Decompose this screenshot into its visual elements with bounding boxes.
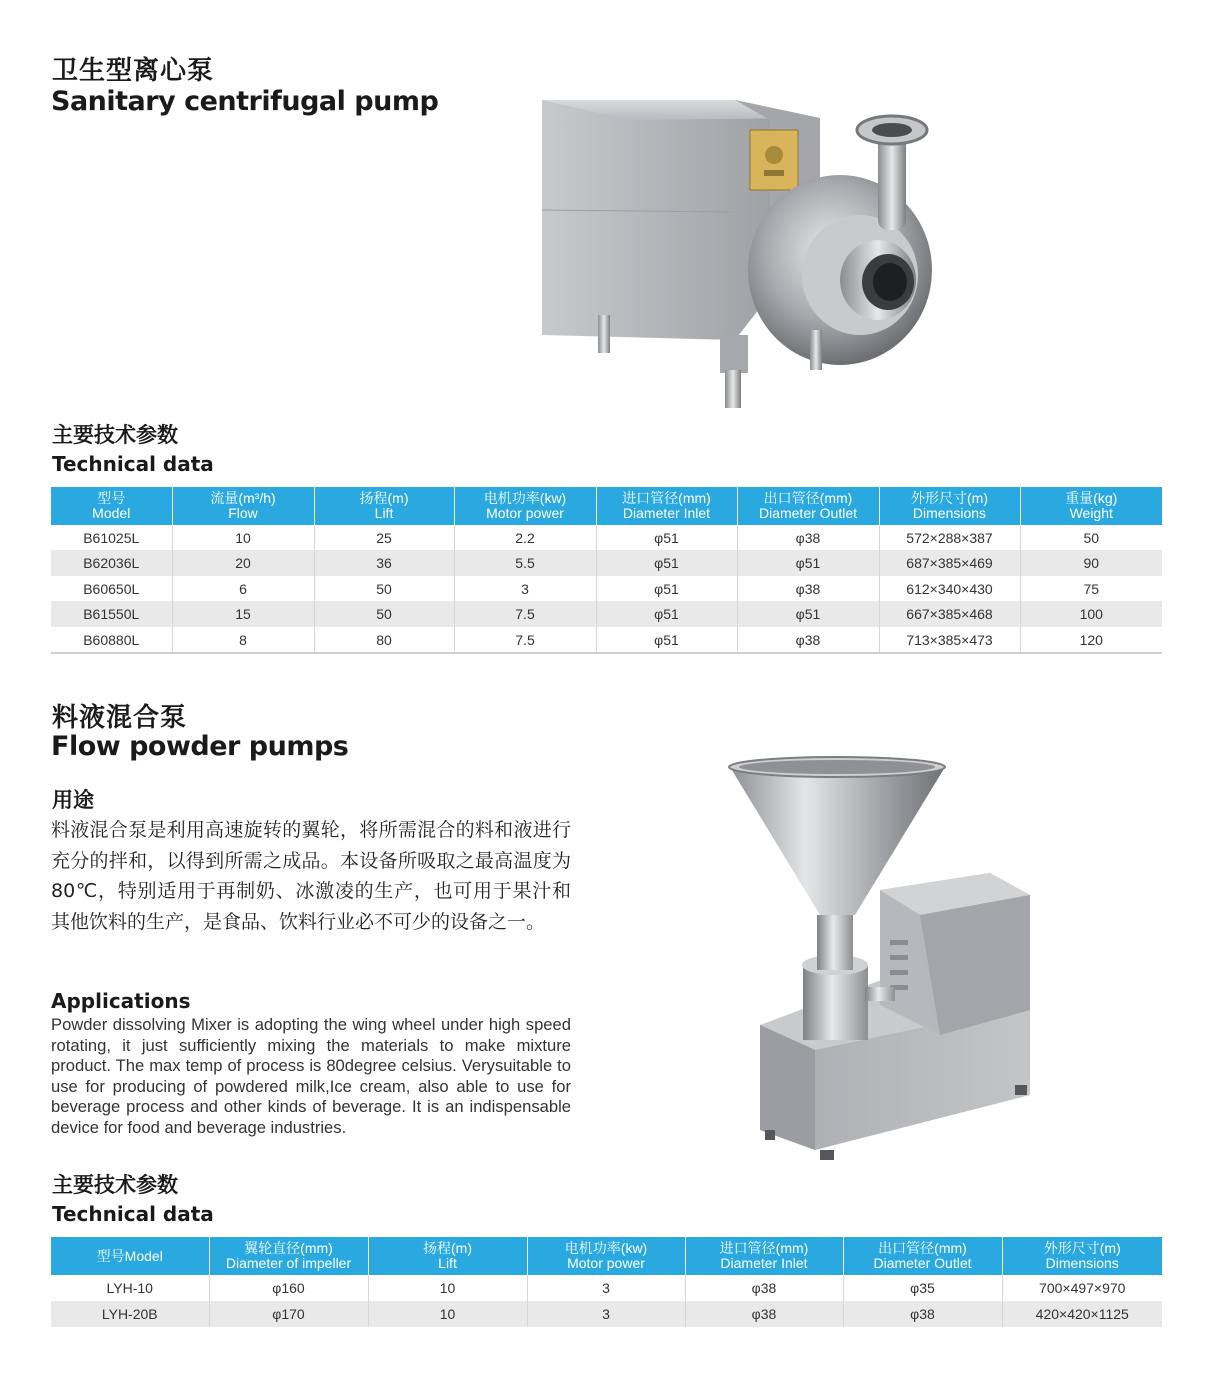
col-header-motor-power: 电机功率(kw) Motor power (527, 1237, 685, 1275)
table-cell: 572×288×387 (879, 525, 1020, 550)
section2-tech-title-en: Technical data (52, 1202, 214, 1226)
table-row (51, 1275, 1162, 1301)
table-cell: 50 (314, 601, 454, 627)
table-cell: 7.5 (454, 601, 596, 627)
col-header-flow: 流量(m³/h) Flow (172, 487, 314, 525)
table-cell: 3 (527, 1301, 685, 1327)
table-cell: φ51 (596, 627, 737, 653)
table-cell: LYH-10 (51, 1275, 209, 1301)
table-cell: φ35 (843, 1275, 1002, 1301)
table-cell: 6 (172, 576, 314, 601)
table-cell: 10 (368, 1301, 527, 1327)
table-cell: 2.2 (454, 525, 596, 550)
table-cell: φ51 (596, 601, 737, 627)
centrifugal-pump-photo (520, 80, 940, 415)
table-cell: 15 (172, 601, 314, 627)
table-row (51, 550, 1162, 576)
table-cell: 700×497×970 (1002, 1275, 1162, 1301)
col-header-diameter-inlet: 进口管径(mm) Diameter Inlet (685, 1237, 843, 1275)
table-cell: 25 (314, 525, 454, 550)
section1-tech-title-en: Technical data (52, 452, 214, 476)
col-header-dimensions: 外形尺寸(m) Dimensions (879, 487, 1020, 525)
table-cell: 3 (527, 1275, 685, 1301)
pump-spec-table (51, 487, 1162, 654)
table-cell: φ38 (685, 1301, 843, 1327)
table-cell: 50 (314, 576, 454, 601)
table-cell: 20 (172, 550, 314, 576)
table-cell: 420×420×1125 (1002, 1301, 1162, 1327)
pump-table-header-row (51, 487, 1162, 525)
applications-heading: Applications (51, 989, 191, 1013)
table-cell: 5.5 (454, 550, 596, 576)
table-cell: B60880L (51, 627, 172, 653)
table-cell: 50 (1020, 525, 1162, 550)
table-cell: 120 (1020, 627, 1162, 653)
usage-heading-zh: 用途 (52, 788, 94, 812)
section2-title-zh: 料液混合泵 (52, 703, 188, 733)
table-cell: 8 (172, 627, 314, 653)
table-cell: 7.5 (454, 627, 596, 653)
section1-title-en: Sanitary centrifugal pump (51, 86, 439, 117)
description-zh: 料液混合泵是利用高速旋转的翼轮，将所需混合的料和液进行充分的拌和，以得到所需之成品。本设备所吸取之最高温度为80℃，特别适用于再制奶、冰激凌的生产，也可用于果汁和其他饮料的生产，是食品、饮料行业必不可少的设备之一。 (51, 819, 571, 933)
section2-tech-title-zh: 主要技术参数 (52, 1173, 178, 1197)
table-cell: 10 (172, 525, 314, 550)
table-cell: B62036L (51, 550, 172, 576)
powder-mixer-photo (725, 755, 1055, 1165)
col-header-lift: 扬程(m) Lift (368, 1237, 527, 1275)
col-header-lift: 扬程(m) Lift (314, 487, 454, 525)
table-cell: φ160 (209, 1275, 368, 1301)
table-cell: 100 (1020, 601, 1162, 627)
table-cell: 612×340×430 (879, 576, 1020, 601)
table-cell: 36 (314, 550, 454, 576)
table-cell: φ51 (596, 525, 737, 550)
table-row (51, 576, 1162, 601)
table-cell: B61550L (51, 601, 172, 627)
table-cell: φ170 (209, 1301, 368, 1327)
table-row (51, 525, 1162, 550)
table-cell: 90 (1020, 550, 1162, 576)
col-header-motor-power: 电机功率(kw) Motor power (454, 487, 596, 525)
table-cell: 667×385×468 (879, 601, 1020, 627)
col-header-impeller-diameter: 翼轮直径(mm) Diameter of impeller (209, 1237, 368, 1275)
table-cell: φ51 (737, 601, 879, 627)
col-header-model: 型号Model (51, 1237, 209, 1275)
table-cell: φ38 (843, 1301, 1002, 1327)
table-cell: φ51 (596, 550, 737, 576)
col-header-weight: 重量(kg) Weight (1020, 487, 1162, 525)
col-header-diameter-outlet: 出口管径(mm) Diameter Outlet (737, 487, 879, 525)
table-cell: 80 (314, 627, 454, 653)
table-cell: 10 (368, 1275, 527, 1301)
description-en: Powder dissolving Mixer is adopting the wing wheel under high speed rotating, it just sufficiently mixing the materials to make mixture product. The max temp of process is 80degree celsius. Verysuitable to use for producing of powdered milk,Ice cream, also able to use for beverage process and other kinds of beverage. It is an indispensable device for food and beverage industries. (51, 1015, 571, 1137)
table-row (51, 601, 1162, 627)
col-header-diameter-outlet: 出口管径(mm) Diameter Outlet (843, 1237, 1002, 1275)
col-header-diameter-inlet: 进口管径(mm) Diameter Inlet (596, 487, 737, 525)
table-cell: φ51 (737, 550, 879, 576)
table-cell: 687×385×469 (879, 550, 1020, 576)
col-header-dimensions: 外形尺寸(m) Dimensions (1002, 1237, 1162, 1275)
mixer-spec-table (51, 1237, 1162, 1327)
table-cell: B61025L (51, 525, 172, 550)
table-cell: 75 (1020, 576, 1162, 601)
table-cell: φ38 (685, 1275, 843, 1301)
table-row (51, 1301, 1162, 1327)
col-header-model: 型号 Model (51, 487, 172, 525)
table-cell: φ38 (737, 627, 879, 653)
table-cell: φ38 (737, 576, 879, 601)
table-cell: φ51 (596, 576, 737, 601)
table-cell: LYH-20B (51, 1301, 209, 1327)
table-row (51, 627, 1162, 653)
table-cell: φ38 (737, 525, 879, 550)
table-cell: 3 (454, 576, 596, 601)
table-cell: B60650L (51, 576, 172, 601)
section1-title-zh: 卫生型离心泵 (52, 56, 215, 86)
mixer-table-header-row (51, 1237, 1162, 1275)
section2-title-en: Flow powder pumps (51, 731, 349, 762)
table-cell: 713×385×473 (879, 627, 1020, 653)
section1-tech-title-zh: 主要技术参数 (52, 423, 178, 447)
